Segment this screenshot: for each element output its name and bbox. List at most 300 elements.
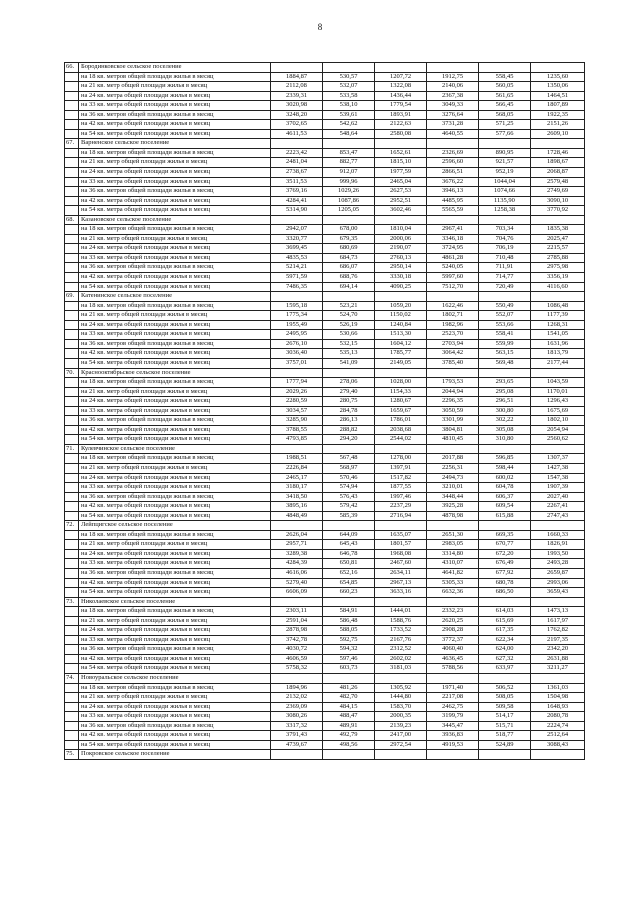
value-cell: 576,43 [323,492,375,502]
value-cell: 615,69 [479,616,531,626]
value-cell: 4606,59 [271,654,323,664]
row-label: на 24 кв. метра общей площади жилья в месяц [79,549,271,559]
row-label: на 54 кв. метра общей площади жилья в месяц [79,511,271,521]
table-row [65,263,585,273]
empty-cell [271,674,323,684]
value-cell: 4793,85 [271,435,323,445]
empty-cell [479,444,531,454]
table-row [65,406,585,416]
value-cell: 1648,93 [531,702,585,712]
value-cell: 704,76 [479,234,531,244]
table-row [65,244,585,254]
value-cell: 3448,44 [427,492,479,502]
row-label: на 42 кв. метра общей площади жилья в месяц [79,349,271,359]
value-cell: 4616,06 [271,568,323,578]
value-cell: 4919,53 [427,740,479,750]
table-row [65,530,585,540]
value-cell: 295,08 [479,387,531,397]
table-row [65,120,585,130]
value-cell: 566,45 [479,101,531,111]
value-cell: 3418,50 [271,492,323,502]
value-cell: 1235,60 [531,72,585,82]
value-cell: 588,05 [323,626,375,636]
value-cell: 1815,10 [375,158,427,168]
value-cell: 577,66 [479,129,531,139]
empty-cell [375,750,427,760]
value-cell: 3699,45 [271,244,323,254]
value-cell: 3788,55 [271,425,323,435]
section-title: Бородинковское сельское поселение [79,63,271,73]
table-row [65,158,585,168]
value-cell: 288,82 [323,425,375,435]
value-cell: 677,92 [479,568,531,578]
value-cell: 514,17 [479,712,531,722]
row-label: на 42 кв. метра общей площади жилья в месяц [79,120,271,130]
value-cell: 2339,31 [271,91,323,101]
empty-cell [65,473,79,483]
row-label: на 54 кв. метра общей площади жилья в месяц [79,358,271,368]
value-cell: 2993,06 [531,578,585,588]
value-cell: 1278,00 [375,454,427,464]
value-cell: 1982,96 [427,320,479,330]
value-cell: 2027,40 [531,492,585,502]
value-cell: 296,51 [479,397,531,407]
value-cell: 579,42 [323,502,375,512]
empty-cell [65,664,79,674]
value-cell: 2462,75 [427,702,479,712]
empty-cell [531,139,585,149]
row-label: на 18 кв. метров общей площади жилья в месяц [79,683,271,693]
value-cell: 523,21 [323,301,375,311]
empty-cell [65,530,79,540]
section-header-row [65,674,585,684]
section-number: 67. [65,139,79,149]
value-cell: 2215,57 [531,244,585,254]
value-cell: 3199,79 [427,712,479,722]
value-cell: 2132,02 [271,693,323,703]
empty-cell [271,368,323,378]
value-cell: 1993,50 [531,549,585,559]
empty-cell [65,731,79,741]
value-cell: 1028,00 [375,378,427,388]
section-number: 71. [65,444,79,454]
section-title: Катенинское сельское поселение [79,292,271,302]
empty-cell [479,139,531,149]
value-cell: 1971,40 [427,683,479,693]
value-cell: 2950,14 [375,263,427,273]
table-row [65,72,585,82]
value-cell: 1029,26 [323,187,375,197]
value-cell: 278,06 [323,378,375,388]
value-cell: 1444,01 [375,607,427,617]
row-label: на 42 кв. метра общей площади жилья в месяц [79,502,271,512]
value-cell: 2967,41 [427,225,479,235]
value-cell: 3769,16 [271,187,323,197]
value-cell: 508,05 [479,693,531,703]
value-cell: 2280,59 [271,397,323,407]
value-cell: 2080,78 [531,712,585,722]
section-number: 75. [65,750,79,760]
value-cell: 2068,87 [531,168,585,178]
row-label: на 18 кв. метров общей площади жилья в месяц [79,607,271,617]
value-cell: 5788,56 [427,664,479,674]
value-cell: 3633,16 [375,588,427,598]
value-cell: 4310,07 [427,559,479,569]
empty-cell [65,129,79,139]
section-header-row [65,597,585,607]
value-cell: 3676,22 [427,177,479,187]
empty-cell [65,168,79,178]
value-cell: 2140,06 [427,82,479,92]
value-cell: 1807,89 [531,101,585,111]
value-cell: 2602,02 [375,654,427,664]
value-cell: 2467,60 [375,559,427,569]
value-cell: 654,85 [323,578,375,588]
empty-cell [65,559,79,569]
empty-cell [65,588,79,598]
row-label: на 42 кв. метра общей площади жилья в месяц [79,731,271,741]
row-label: на 42 кв. метра общей площади жилья в месяц [79,425,271,435]
value-cell: 1786,01 [375,416,427,426]
value-cell: 2326,69 [427,148,479,158]
value-cell: 568,97 [323,463,375,473]
row-label: на 54 кв. метра общей площади жилья в месяц [79,664,271,674]
value-cell: 644,09 [323,530,375,540]
row-label: на 21 кв. метр общей площади жилья в месяц [79,311,271,321]
row-label: на 21 кв. метр общей площади жилья в месяц [79,616,271,626]
section-title: Лейпцигское сельское поселение [79,521,271,531]
value-cell: 1305,92 [375,683,427,693]
value-cell: 550,49 [479,301,531,311]
empty-cell [375,521,427,531]
value-cell: 2972,54 [375,740,427,750]
value-cell: 2878,98 [271,626,323,636]
row-label: на 18 кв. метров общей площади жилья в месяц [79,72,271,82]
value-cell: 4030,72 [271,645,323,655]
value-cell: 488,47 [323,712,375,722]
section-title: Казановское сельское поселение [79,215,271,225]
value-cell: 2493,28 [531,559,585,569]
value-cell: 4835,53 [271,253,323,263]
value-cell: 1835,38 [531,225,585,235]
value-cell: 598,44 [479,463,531,473]
value-cell: 609,54 [479,502,531,512]
value-cell: 284,78 [323,406,375,416]
value-cell: 569,48 [479,358,531,368]
value-cell: 4878,98 [427,511,479,521]
value-cell: 526,19 [323,320,375,330]
row-label: на 33 кв. метра общей площади жилья в месяц [79,177,271,187]
value-cell: 530,66 [323,330,375,340]
empty-cell [65,244,79,254]
value-cell: 518,77 [479,731,531,741]
table-row [65,568,585,578]
empty-cell [65,511,79,521]
row-label: на 18 кв. метров общей площади жилья в месяц [79,225,271,235]
value-cell: 2627,53 [375,187,427,197]
value-cell: 1595,18 [271,301,323,311]
value-cell: 2223,42 [271,148,323,158]
value-cell: 594,32 [323,645,375,655]
table-row [65,282,585,292]
value-cell: 4060,40 [427,645,479,655]
section-title: Новоуральское сельское поселение [79,674,271,684]
value-cell: 2112,08 [271,82,323,92]
value-cell: 530,57 [323,72,375,82]
value-cell: 2495,95 [271,330,323,340]
value-cell: 3659,43 [531,588,585,598]
empty-cell [65,196,79,206]
row-label: на 54 кв. метра общей площади жилья в месяц [79,435,271,445]
empty-cell [65,387,79,397]
value-cell: 1258,38 [479,206,531,216]
empty-cell [65,320,79,330]
empty-cell [271,444,323,454]
row-label: на 24 кв. метра общей площади жилья в месяц [79,626,271,636]
value-cell: 703,34 [479,225,531,235]
value-cell: 3602,46 [375,206,427,216]
value-cell: 592,75 [323,635,375,645]
value-cell: 672,20 [479,549,531,559]
value-cell: 4810,45 [427,435,479,445]
table-row [65,473,585,483]
value-cell: 2367,38 [427,91,479,101]
empty-cell [65,712,79,722]
value-cell: 586,48 [323,616,375,626]
empty-cell [65,177,79,187]
value-cell: 2217,08 [427,693,479,703]
empty-cell [323,63,375,73]
row-label: на 21 кв. метр общей площади жилья в месяц [79,82,271,92]
value-cell: 3724,95 [427,244,479,254]
value-cell: 310,80 [479,435,531,445]
value-cell: 5997,60 [427,273,479,283]
value-cell: 539,61 [323,110,375,120]
row-label: на 33 кв. метра общей площади жилья в месяц [79,330,271,340]
value-cell: 2342,20 [531,645,585,655]
value-cell: 680,78 [479,578,531,588]
empty-cell [479,215,531,225]
value-cell: 1728,46 [531,148,585,158]
value-cell: 2481,04 [271,158,323,168]
empty-cell [271,63,323,73]
value-cell: 3895,16 [271,502,323,512]
value-cell: 558,41 [479,330,531,340]
value-cell: 2983,05 [427,540,479,550]
tariff-table [64,62,585,760]
value-cell: 2942,07 [271,225,323,235]
table-row [65,683,585,693]
value-cell: 515,71 [479,721,531,731]
empty-cell [65,483,79,493]
empty-cell [531,750,585,760]
value-cell: 3320,77 [271,234,323,244]
value-cell: 535,13 [323,349,375,359]
row-label: на 36 кв. метров общей площади жилья в месяц [79,187,271,197]
value-cell: 1150,02 [375,311,427,321]
empty-cell [323,750,375,760]
empty-cell [531,674,585,684]
value-cell: 2703,94 [427,339,479,349]
empty-cell [375,292,427,302]
table-row [65,82,585,92]
empty-cell [65,339,79,349]
table-row [65,616,585,626]
value-cell: 3049,33 [427,101,479,111]
empty-cell [375,368,427,378]
value-cell: 3346,18 [427,234,479,244]
value-cell: 603,73 [323,664,375,674]
table-row [65,502,585,512]
value-cell: 2149,05 [375,358,427,368]
value-cell: 542,62 [323,120,375,130]
empty-cell [427,597,479,607]
value-cell: 1280,67 [375,397,427,407]
value-cell: 1635,07 [375,530,427,540]
table-row [65,492,585,502]
empty-cell [65,311,79,321]
value-cell: 5214,21 [271,263,323,273]
empty-cell [65,120,79,130]
empty-cell [65,225,79,235]
empty-cell [375,139,427,149]
value-cell: 280,75 [323,397,375,407]
value-cell: 650,81 [323,559,375,569]
table-row [65,301,585,311]
empty-cell [427,368,479,378]
value-cell: 3248,20 [271,110,323,120]
value-cell: 2579,48 [531,177,585,187]
value-cell: 1884,87 [271,72,323,82]
table-row [65,578,585,588]
section-number: 66. [65,63,79,73]
value-cell: 1397,91 [375,463,427,473]
value-cell: 2494,73 [427,473,479,483]
value-cell: 302,22 [479,416,531,426]
value-cell: 1997,46 [375,492,427,502]
empty-cell [65,406,79,416]
value-cell: 2025,47 [531,234,585,244]
empty-cell [65,110,79,120]
section-title: Николаевское сельское поселение [79,597,271,607]
value-cell: 3925,28 [427,502,479,512]
value-cell: 4116,60 [531,282,585,292]
row-label: на 24 кв. метра общей площади жилья в месяц [79,320,271,330]
section-header-row [65,368,585,378]
table-row [65,206,585,216]
empty-cell [323,368,375,378]
value-cell: 2952,51 [375,196,427,206]
empty-cell [479,368,531,378]
value-cell: 1268,31 [531,320,585,330]
value-cell: 2167,76 [375,635,427,645]
table-row [65,101,585,111]
table-row [65,177,585,187]
table-row [65,148,585,158]
value-cell: 1205,05 [323,206,375,216]
value-cell: 3090,10 [531,196,585,206]
value-cell: 2224,74 [531,721,585,731]
table-row [65,339,585,349]
value-cell: 1207,72 [375,72,427,82]
value-cell: 1436,44 [375,91,427,101]
value-cell: 552,07 [479,311,531,321]
section-number: 70. [65,368,79,378]
empty-cell [427,521,479,531]
table-row [65,416,585,426]
empty-cell [65,349,79,359]
value-cell: 2631,88 [531,654,585,664]
value-cell: 2738,67 [271,168,323,178]
value-cell: 1504,98 [531,693,585,703]
row-label: на 18 кв. метров общей площади жилья в месяц [79,530,271,540]
value-cell: 694,14 [323,282,375,292]
value-cell: 5305,33 [427,578,479,588]
value-cell: 615,88 [479,511,531,521]
value-cell: 300,80 [479,406,531,416]
table-row [65,626,585,636]
empty-cell [323,139,375,149]
value-cell: 1779,54 [375,101,427,111]
value-cell: 596,85 [479,454,531,464]
empty-cell [271,139,323,149]
value-cell: 1907,39 [531,483,585,493]
table-body [65,63,585,760]
row-label: на 36 кв. метров общей площади жилья в месяц [79,721,271,731]
empty-cell [65,616,79,626]
value-cell: 686,07 [323,263,375,273]
table-row [65,387,585,397]
value-cell: 2044,94 [427,387,479,397]
value-cell: 4641,82 [427,568,479,578]
value-cell: 679,35 [323,234,375,244]
empty-cell [531,63,585,73]
value-cell: 3276,64 [427,110,479,120]
table-row [65,187,585,197]
value-cell: 710,48 [479,253,531,263]
value-cell: 853,47 [323,148,375,158]
row-label: на 54 кв. метра общей площади жилья в месяц [79,740,271,750]
empty-cell [271,597,323,607]
value-cell: 688,76 [323,273,375,283]
value-cell: 669,35 [479,530,531,540]
value-cell: 3301,99 [427,416,479,426]
value-cell: 5758,32 [271,664,323,674]
value-cell: 3445,47 [427,721,479,731]
value-cell: 1675,69 [531,406,585,416]
section-number: 74. [65,674,79,684]
value-cell: 3936,83 [427,731,479,741]
value-cell: 548,64 [323,129,375,139]
value-cell: 482,70 [323,693,375,703]
row-label: на 18 кв. метров общей площади жилья в месяц [79,148,271,158]
page-number: 8 [317,22,323,32]
row-label: на 21 кв. метр общей площади жилья в месяц [79,387,271,397]
value-cell: 489,91 [323,721,375,731]
value-cell: 1240,84 [375,320,427,330]
empty-cell [323,215,375,225]
value-cell: 2975,98 [531,263,585,273]
row-label: на 33 кв. метра общей площади жилья в месяц [79,483,271,493]
value-cell: 2303,11 [271,607,323,617]
table-row [65,110,585,120]
row-label: на 54 кв. метра общей площади жилья в месяц [79,588,271,598]
value-cell: 3180,17 [271,483,323,493]
value-cell: 684,73 [323,253,375,263]
value-cell: 506,52 [479,683,531,693]
empty-cell [375,597,427,607]
value-cell: 1513,30 [375,330,427,340]
